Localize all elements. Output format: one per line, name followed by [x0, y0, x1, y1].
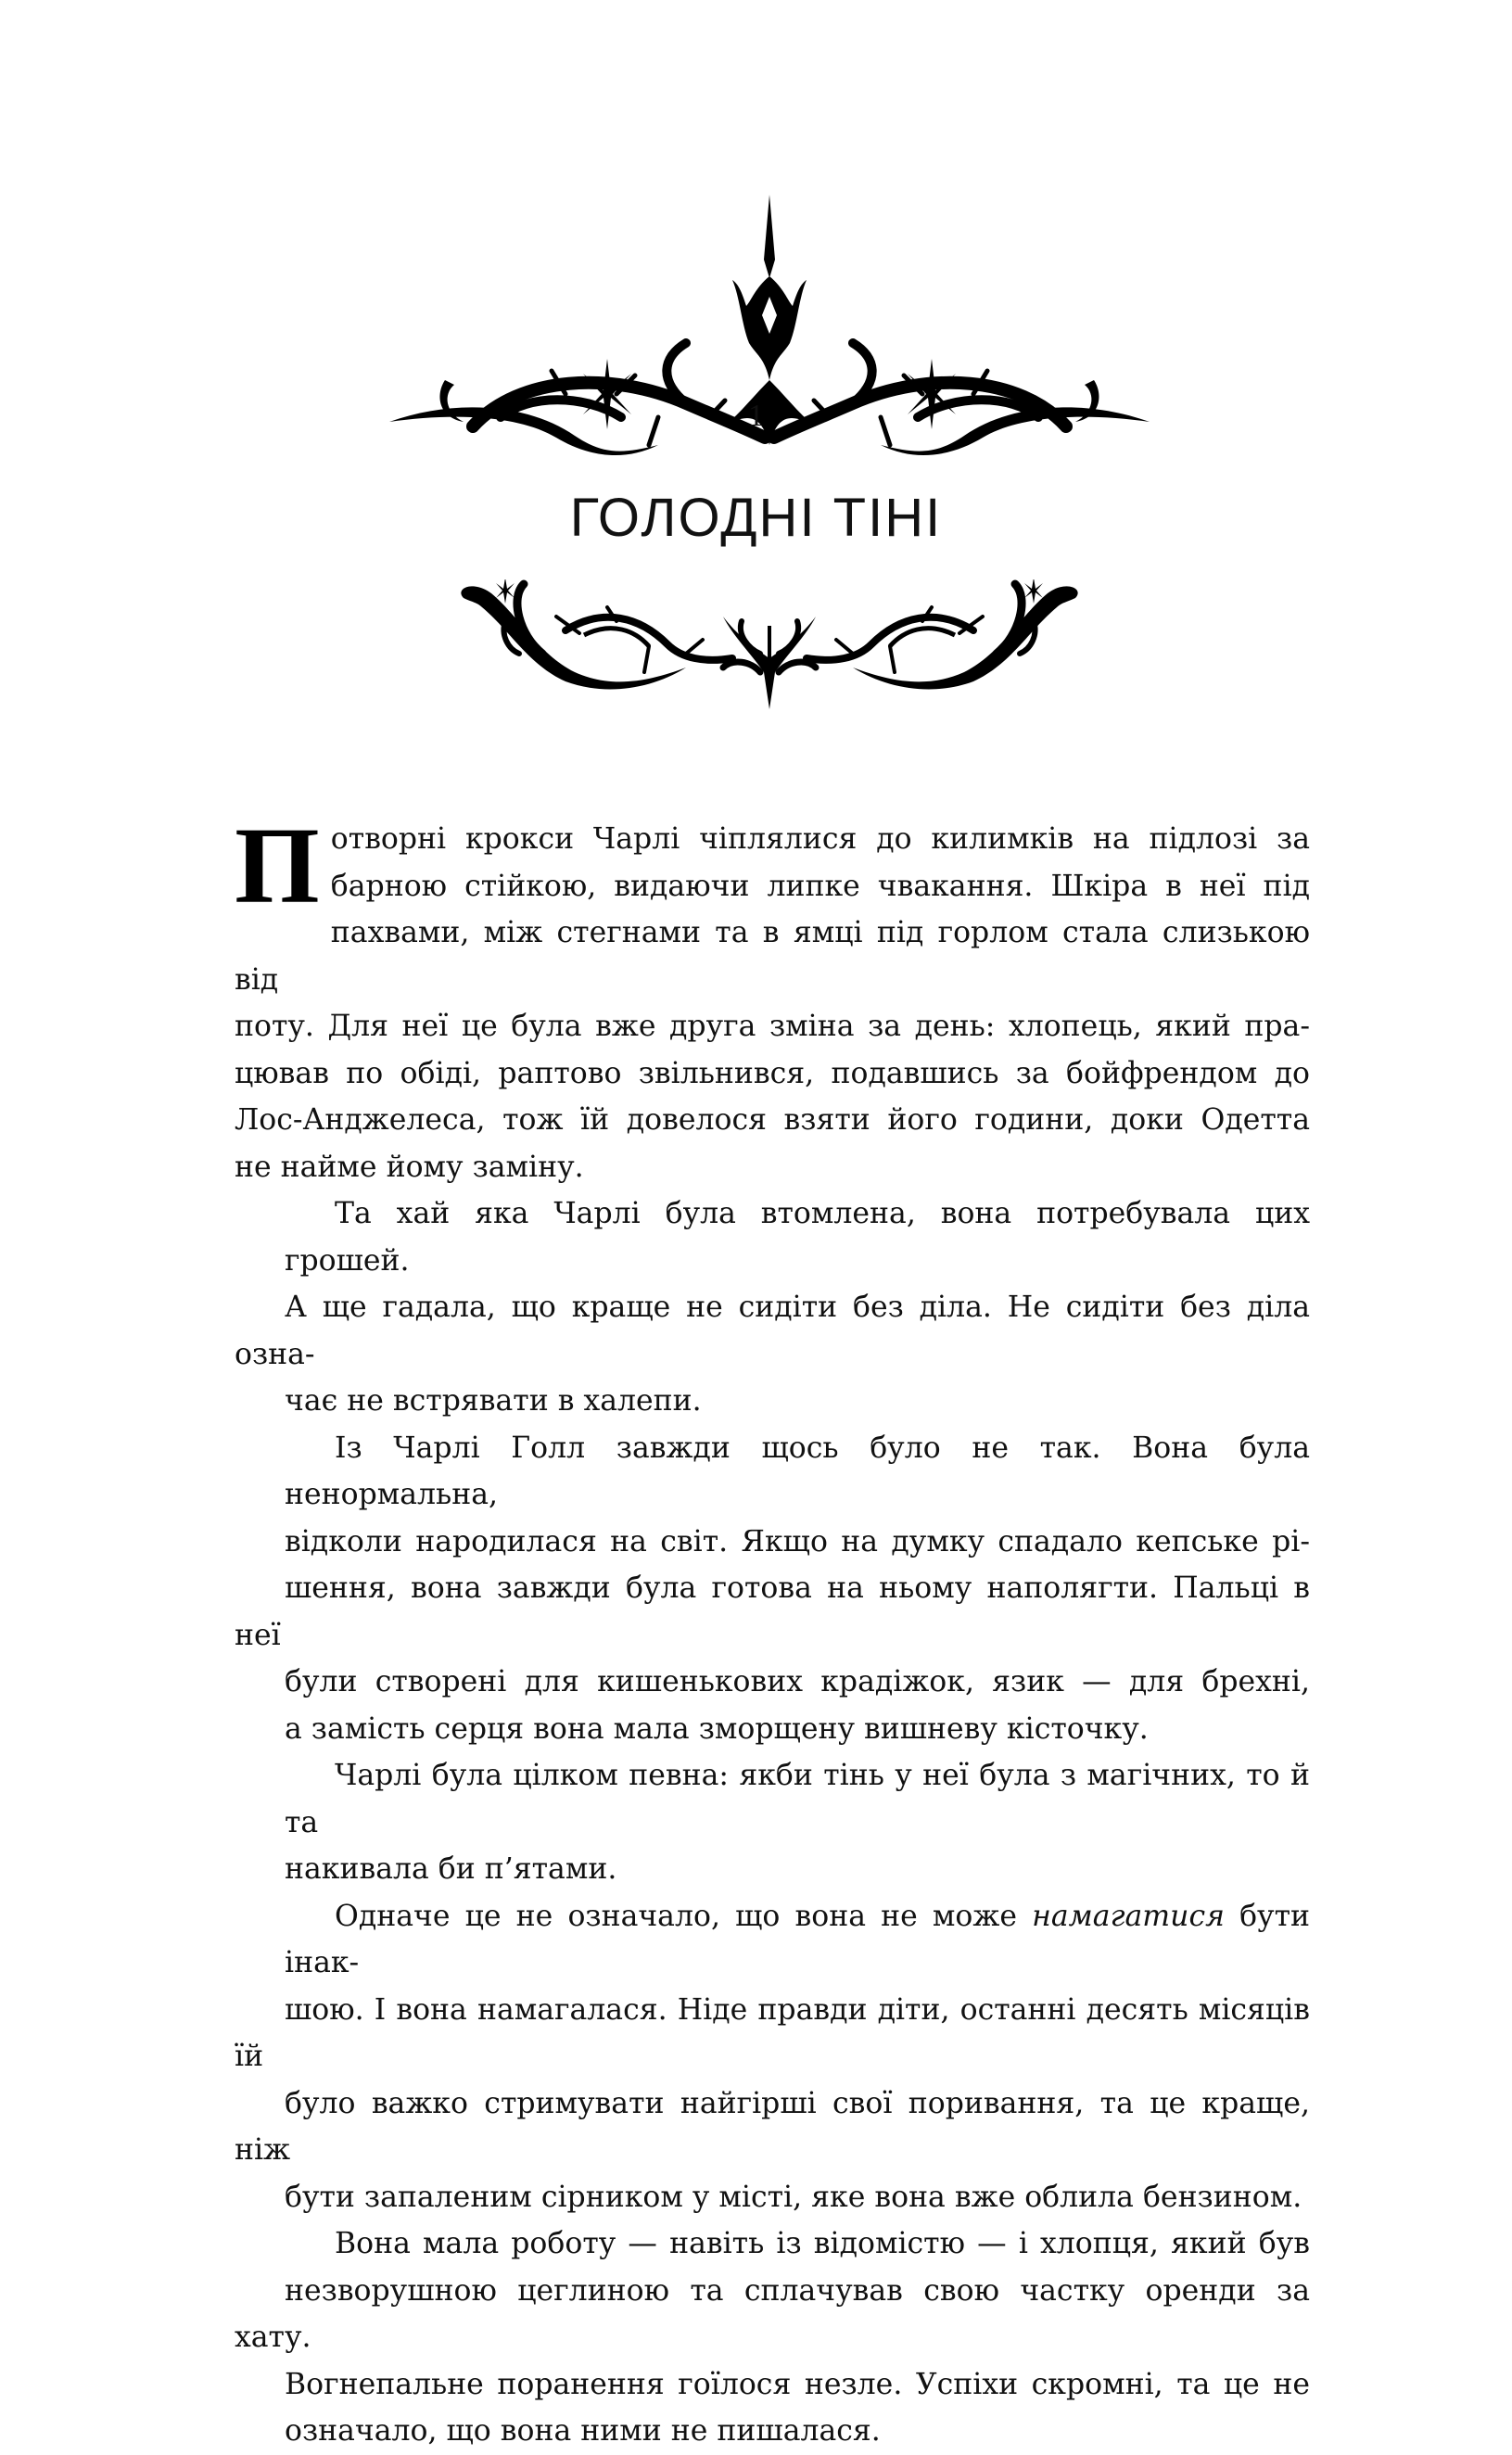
text-line: поту. Для неї це була вже друга зміна за день: хлопець, який пра-: [235, 1010, 1310, 1043]
chapter-title: ГОЛОДНІ ТІНІ: [569, 488, 943, 548]
text-line: не найме йому заміну.: [235, 1150, 584, 1184]
text-line: Вогнепальне поранення гоїлося незле. Успіхи скромні, та це не: [285, 2367, 1310, 2401]
text-line: були створені для кишенькових крадіжок, язик — для брехні,: [285, 1665, 1310, 1698]
text-line: пахвами, між стегнами та в ямці під горлом стала слизькою від: [235, 916, 1310, 997]
emphasis-text: намагатися: [1032, 1899, 1225, 1933]
text-line: накивала би п’ятами.: [285, 1852, 617, 1886]
text-line: чає не встрявати в халепи.: [285, 1384, 702, 1418]
paragraph: [235, 1752, 1310, 1893]
text-line: було важко стримувати найгірші свої поривання, та це краще, ніж: [235, 2086, 1310, 2167]
text-line: незворушною цеглиною та сплачував свою частку оренди за хату.: [235, 2273, 1310, 2354]
text-line: відколи народилася на світ. Якщо на думку спадало кепське рі-: [285, 1524, 1310, 1558]
paragraph: [235, 1425, 1310, 1753]
text-line: означало, що вона ними не пишалася.: [285, 2414, 881, 2448]
text-line: отворні крокси Чарлі чіплялися до килимків на підлозі за: [330, 822, 1310, 856]
text-run: бути інак-: [285, 1899, 1311, 1979]
paragraph: [235, 1190, 1310, 1425]
chapter-body: [235, 805, 1311, 2455]
text-run: Одначе це не означало, що вона не може: [335, 1899, 1033, 1933]
drop-cap: П: [235, 805, 320, 926]
text-line: Із Чарлі Голл завжди щось було не так. Вона була ненормальна,: [285, 1431, 1310, 1511]
text-line: Та хай яка Чарлі була втомлена, вона потребувала цих грошей.: [285, 1197, 1310, 1278]
text-line: шення, вона завжди була готова на ньому наполягти. Пальці в неї: [235, 1571, 1310, 1652]
paragraph: [235, 1893, 1310, 2221]
text-line: бути запаленим сірником у місті, яке вона вже облила бензином.: [285, 2180, 1302, 2214]
ornament-flourish-thorns-icon: [454, 579, 1085, 709]
text-line: Лос-Анджелеса, тож їй довелося взяти його години, доки Одетта: [235, 1103, 1310, 1137]
text-line: Чарлі була цілком певна: якби тінь у неї була з магічних, то й та: [285, 1759, 1310, 1839]
paragraph: [235, 805, 1310, 1190]
text-line: цював по обіді, раптово звільнився, подавшись за бойфрендом до: [235, 1056, 1310, 1090]
chapter-number: 1: [748, 399, 764, 433]
text-line: Вона мала роботу — навіть із відомістю — і хлопця, який був: [335, 2227, 1310, 2260]
text-line: шою. І вона намагалася. Ніде правди діти, останні десять місяців їй: [235, 1992, 1310, 2073]
text-line: а замість серця вона мала зморщену вишневу кісточку.: [285, 1711, 1149, 1746]
text-line: А ще гадала, що краще не сидіти без діла. Не сидіти без діла озна-: [235, 1291, 1310, 1371]
text-line: барною стійкою, видаючи липке чвакання. Шкіра в неї під: [330, 869, 1310, 903]
text-line: [235, 1893, 1310, 1987]
paragraph: [235, 2220, 1310, 2455]
